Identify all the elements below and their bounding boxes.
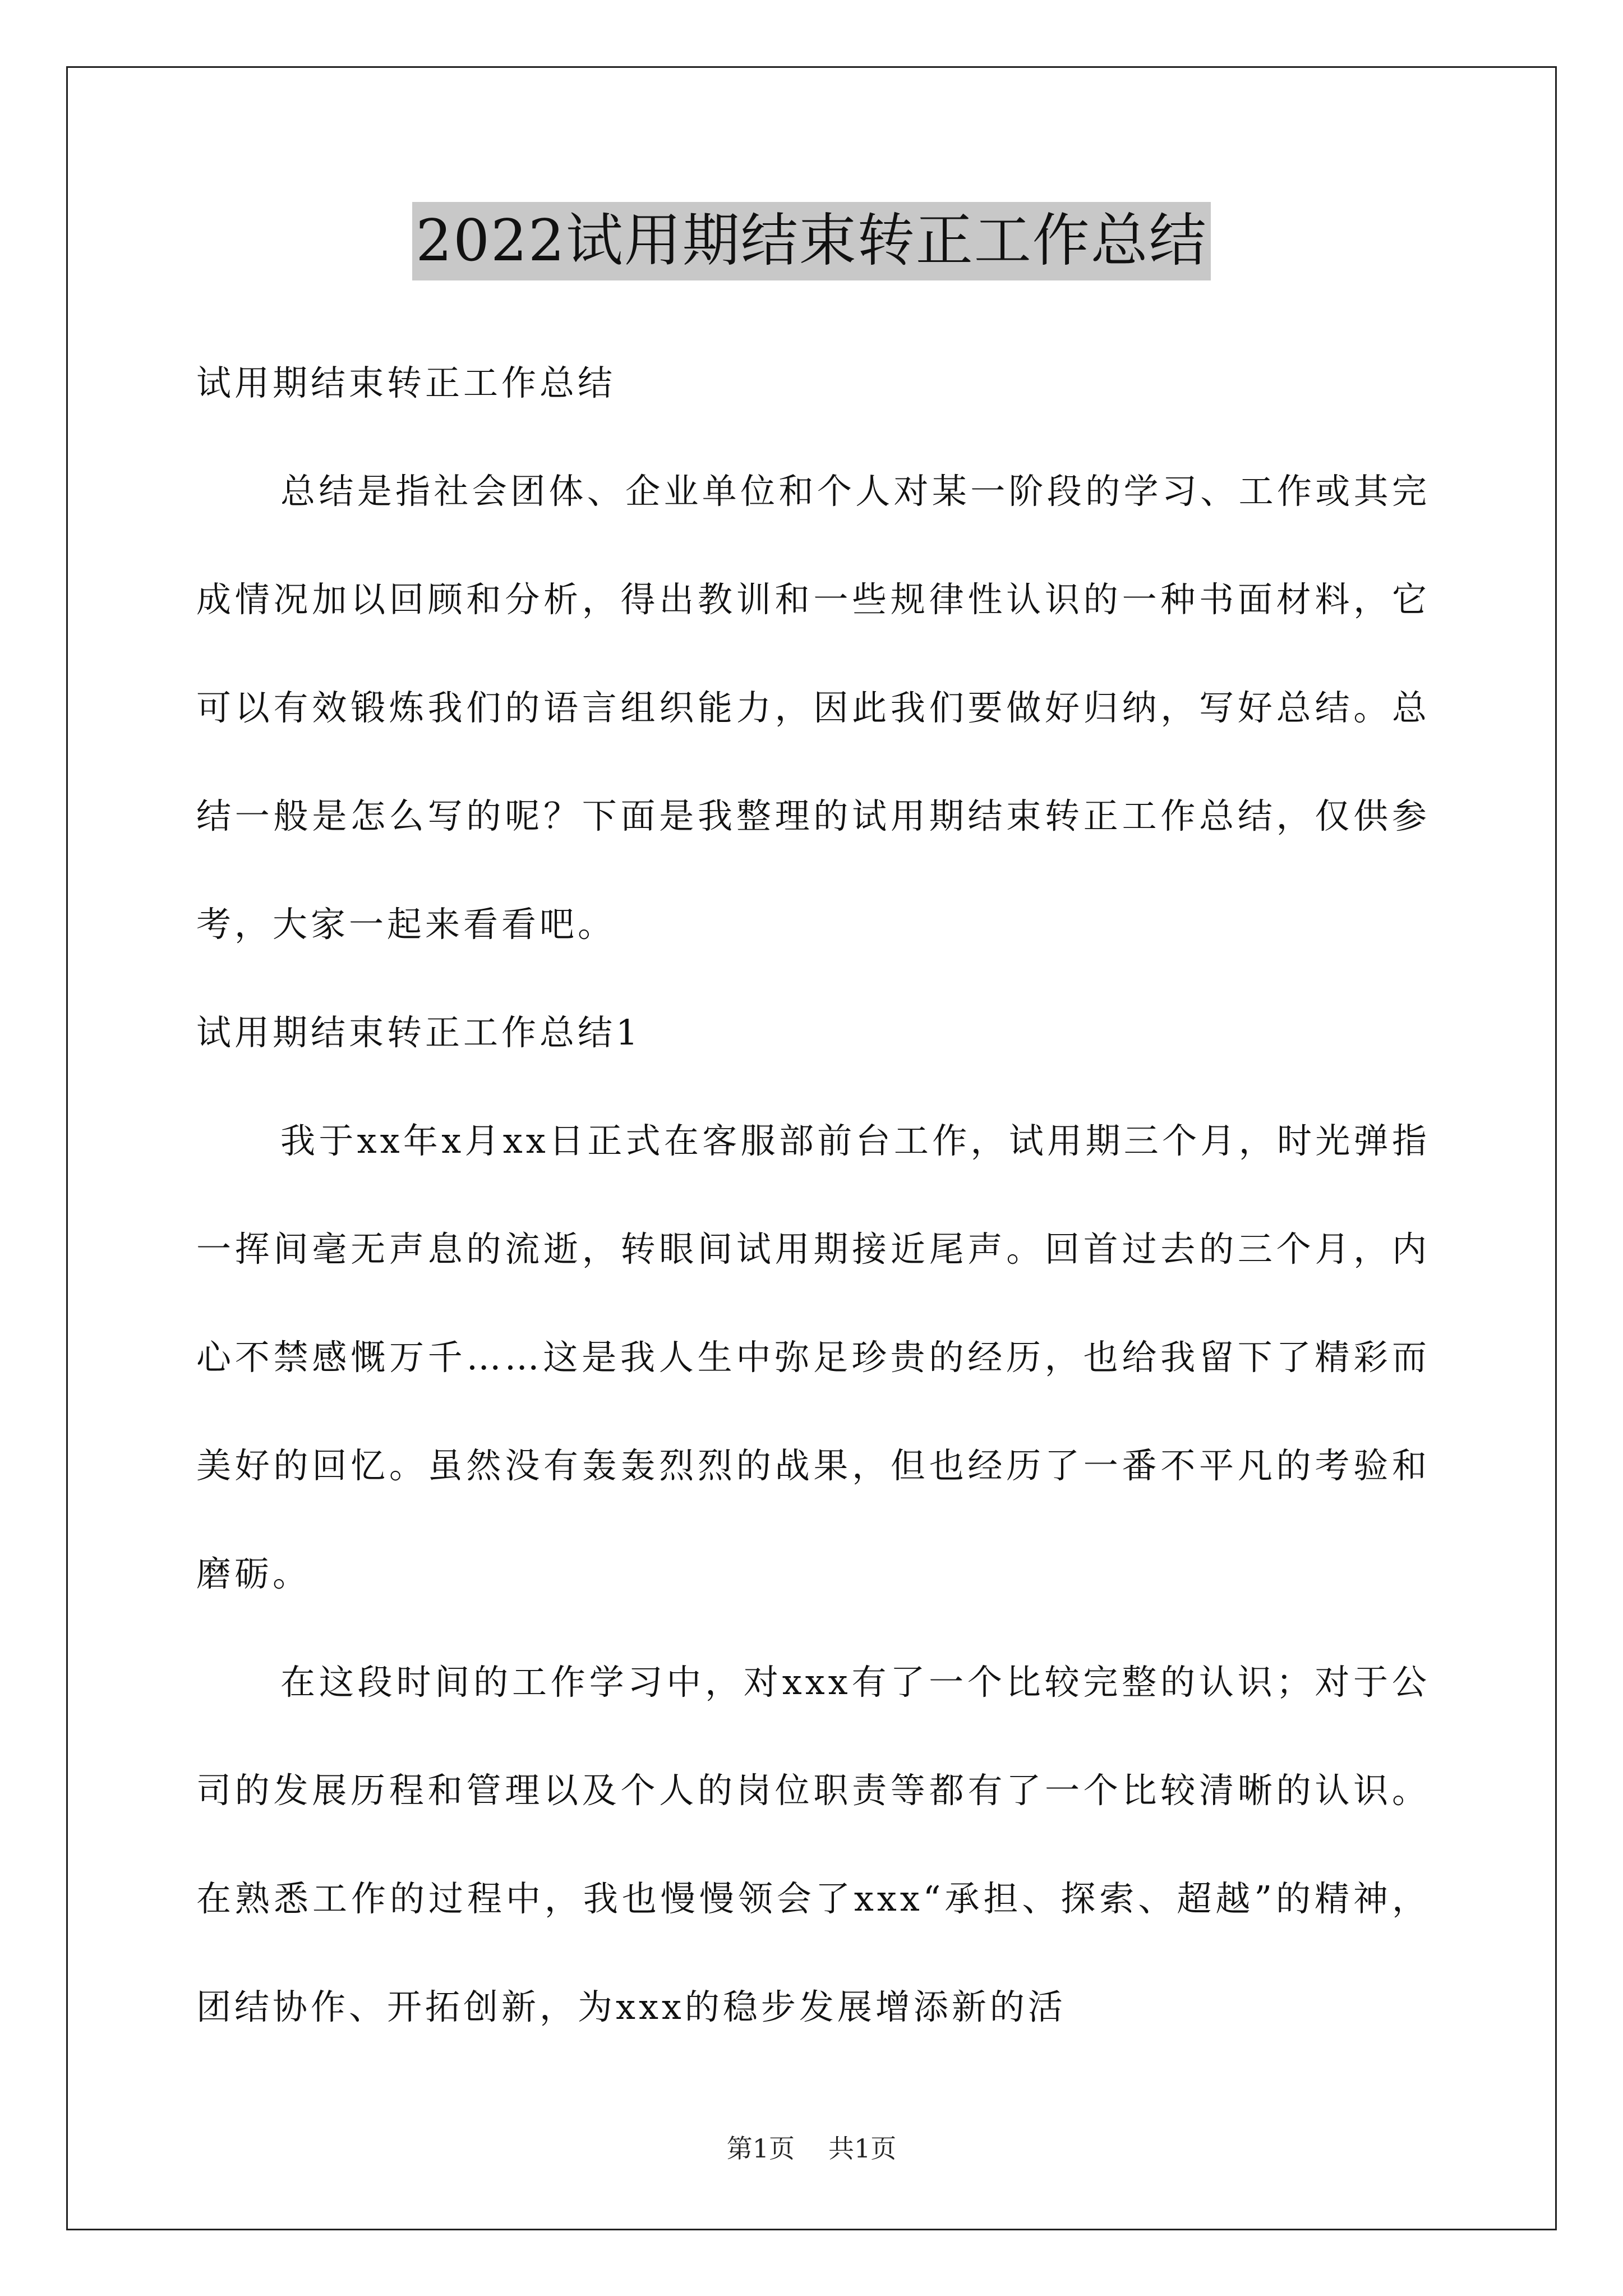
document-body [196,329,1430,2061]
title-container [0,202,1623,280]
page-number: 第1页 [726,2133,795,2164]
page-total: 共1页 [828,2133,897,2164]
body-paragraph: 在这段时间的工作学习中，对xxx有了一个比较完整的认识；对于公司的发展历程和管理以及个人的岗位职责等都有了一个比较清晰的认识。在熟悉工作的过程中，我也慢慢领会了xxx“承担、探索、超越”的精神，团结协作、开拓创新，为xxx的稳步发展增添新的活 [196,1662,1430,2027]
page-footer [0,2132,1623,2165]
section-heading: 试用期结束转正工作总结 [196,362,616,403]
body-paragraph: 总结是指社会团体、企业单位和个人对某一阶段的学习、工作或其完成情况加以回顾和分析，得出教训和一些规律性认识的一种书面材料，它可以有效锻炼我们的语言组织能力，因此我们要做好归纳，写好总结。总结一般是怎么写的呢？下面是我整理的试用期结束转正工作总结，仅供参考，大家一起来看看吧。 [196,471,1430,945]
document-title: 2022试用期结束转正工作总结 [412,202,1211,280]
section-heading: 试用期结束转正工作总结1 [196,1012,642,1053]
body-paragraph: 我于xx年x月xx日正式在客服部前台工作，试用期三个月，时光弹指一挥间毫无声息的流逝，转眼间试用期接近尾声。回首过去的三个月，内心不禁感慨万千……这是我人生中弥足珍贵的经历，也给我留下了精彩而美好的回忆。虽然没有轰轰烈烈的战果，但也经历了一番不平凡的考验和磨砺。 [196,1120,1430,1594]
